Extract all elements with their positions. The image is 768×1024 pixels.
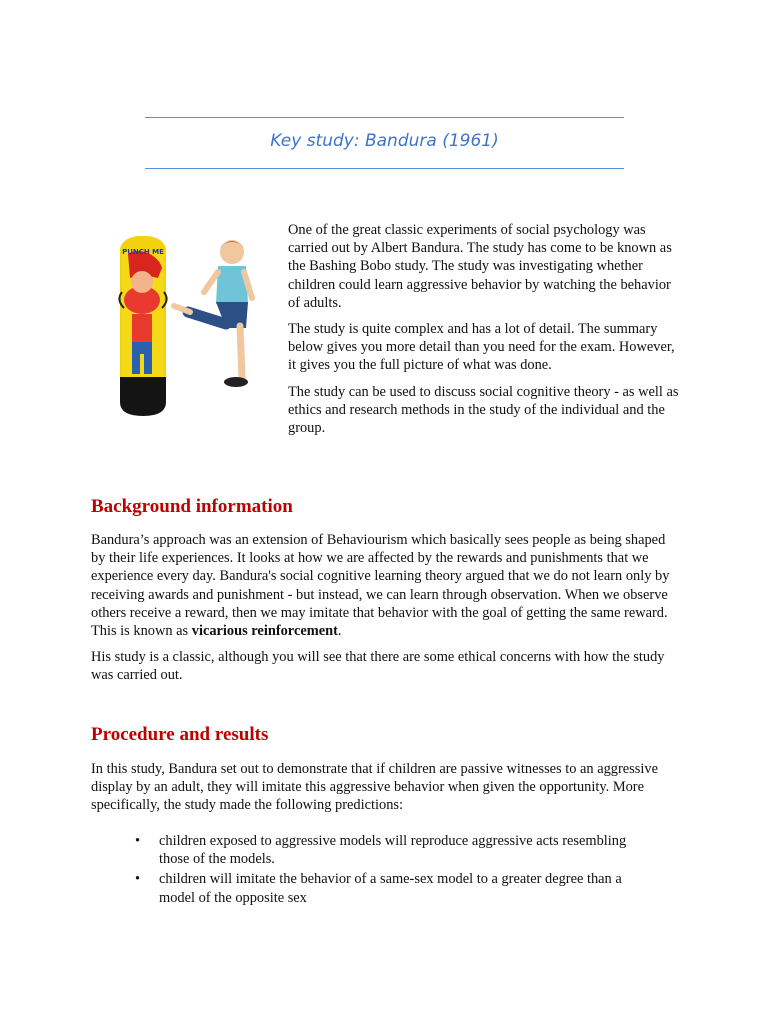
background-paragraph-1-end: . bbox=[337, 623, 342, 640]
page-title: Key study: Bandura (1961) bbox=[270, 131, 499, 151]
intro-paragraph-1: One of the great classic experiments of social psychology was carried out by Albert Bandura. The study has come to be known as the Bashing Bobo study. The study was investigating whether children could learn aggressive behavior by watching the behavior of adults. bbox=[288, 222, 672, 311]
background-paragraph-1-text: Bandura’s approach was an extension of Behaviourism which basically sees people as being shaped by their life experiences. It looks at how we are affected by the rewards and punishments that we experience every day. Bandura's social cognitive learning theory argued that we do not learn only by receiving awards and punishment - but instead, we can learn through observation. When we observe others receive a reward, then we may imitate that behavior with the goal of getting the same reward. This is known as bbox=[91, 532, 670, 640]
list-item bbox=[135, 832, 655, 868]
prediction-text: children will imitate the behavior of a same-sex model to a greater degree than a model of the opposite sex bbox=[159, 871, 622, 906]
intro-paragraph-2: The study is quite complex and has a lot of detail. The summary below gives you more detail than you need for the exam. However, it gives you the full picture of what was done. bbox=[288, 321, 675, 374]
intro-paragraph-3: The study can be used to discuss social cognitive theory - as well as ethics and research methods in the study of the individual and the group. bbox=[288, 383, 679, 437]
bullet-icon: • bbox=[135, 833, 141, 849]
procedure-paragraph-1: In this study, Bandura set out to demonstrate that if children are passive witnesses to an aggressive display by an adult, they will imitate this aggressive behavior when given the opportunity. More specifically, the study made the following predictions: bbox=[91, 761, 658, 814]
background-text bbox=[91, 531, 681, 693]
background-heading: Background information bbox=[91, 496, 293, 517]
vicarious-reinforcement-term: vicarious reinforcement bbox=[191, 623, 338, 640]
bullet-icon: • bbox=[135, 871, 141, 888]
list-item bbox=[135, 870, 655, 906]
background-paragraph-2: His study is a classic, although you will see that there are some ethical concerns with how the study was carried out. bbox=[91, 649, 665, 684]
title-top-rule bbox=[145, 117, 624, 118]
procedure-text bbox=[91, 760, 681, 823]
predictions-list bbox=[135, 832, 655, 909]
title-bottom-rule bbox=[145, 168, 624, 169]
background-paragraph-1 bbox=[91, 531, 681, 640]
punching-bag-label: PUNCH ME bbox=[122, 248, 164, 256]
prediction-text: children exposed to aggressive models will reproduce aggressive acts resembling those of the models. bbox=[159, 833, 627, 868]
intro-text bbox=[288, 221, 683, 445]
bobo-doll-illustration bbox=[108, 232, 258, 422]
procedure-heading: Procedure and results bbox=[91, 724, 269, 745]
